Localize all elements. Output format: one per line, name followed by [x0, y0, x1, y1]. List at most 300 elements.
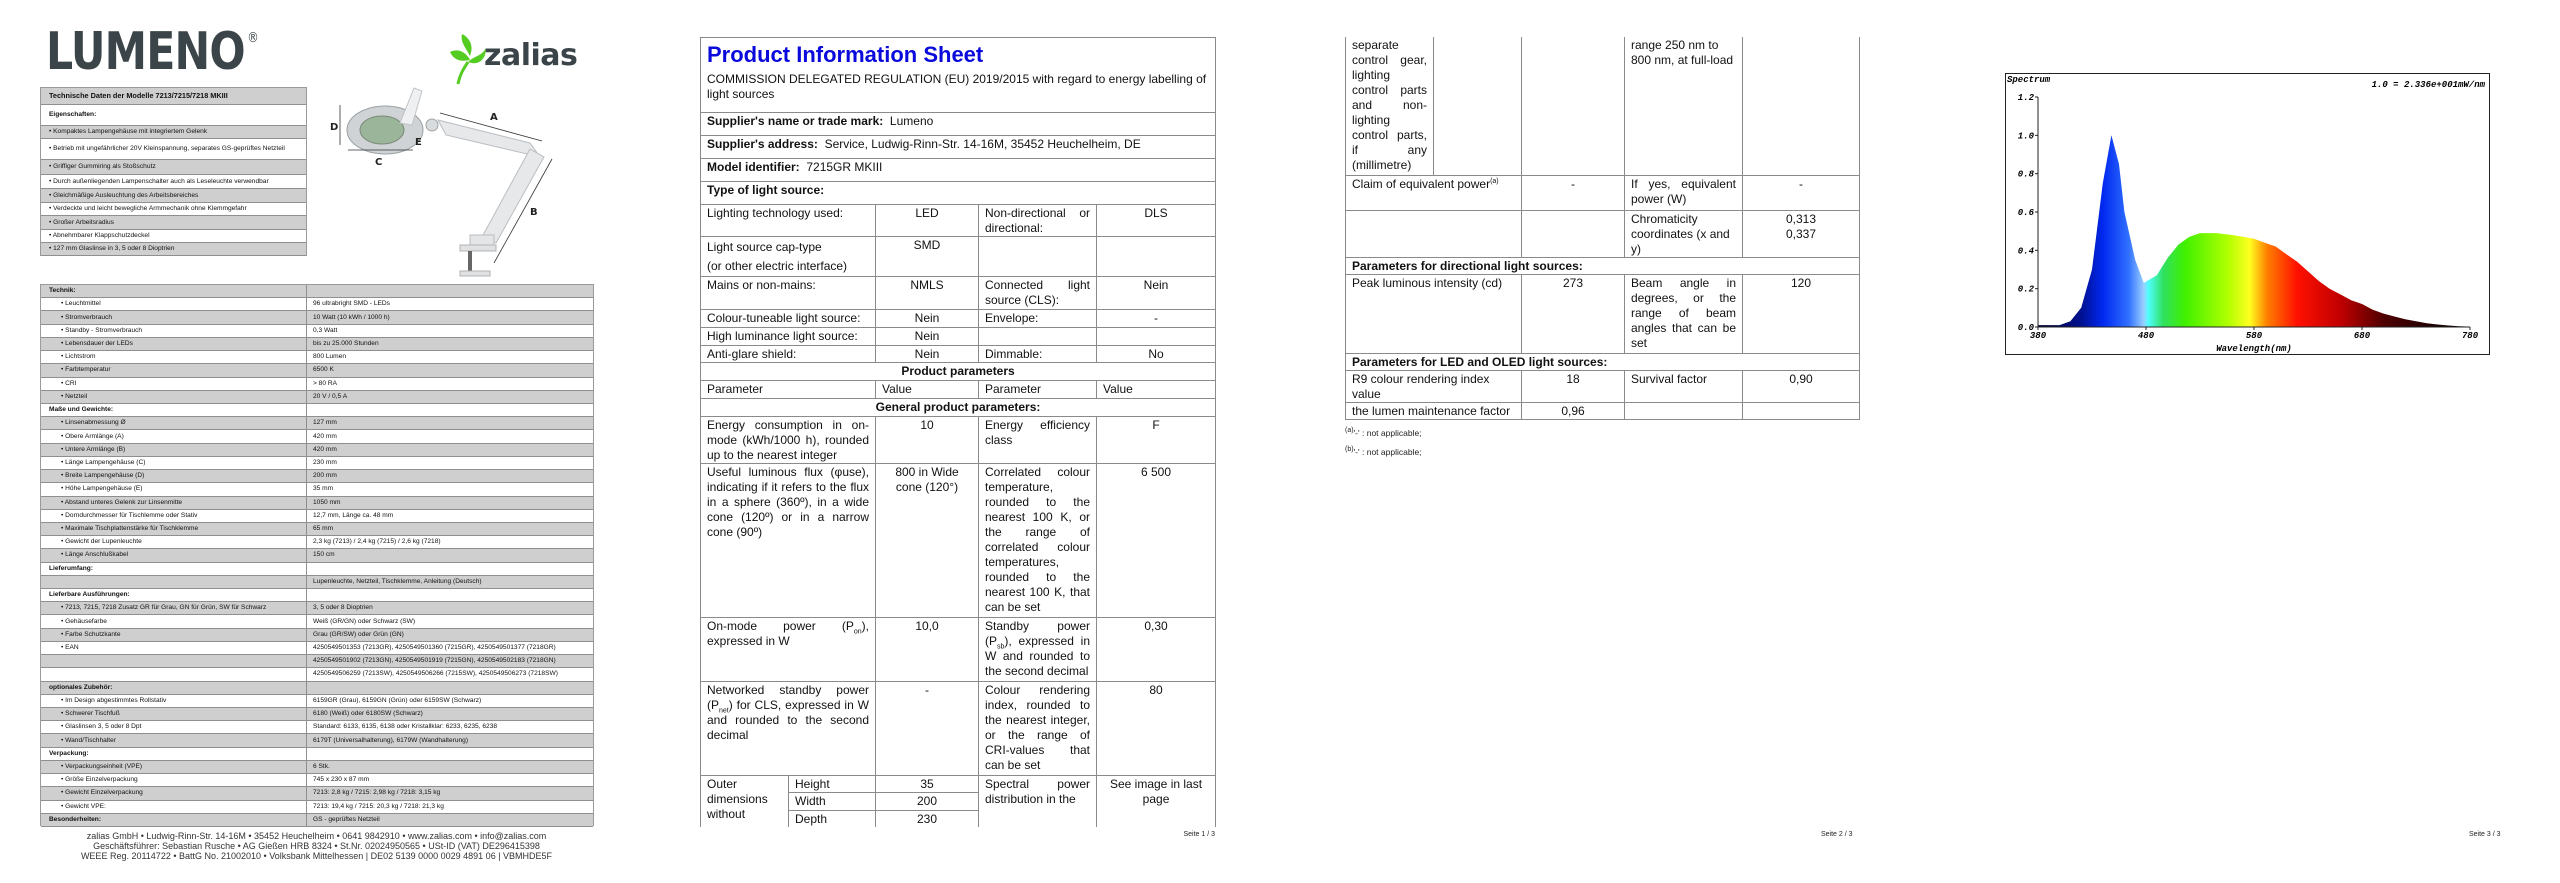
spec-row [41, 430, 593, 443]
spec-label: • 7213, 7215, 7218 Zusatz GR für Grau, GN für Grün, SW für Schwarz [41, 602, 307, 614]
spec-value: 3, 5 oder 8 Dioptrien [313, 604, 373, 612]
x-axis-label: Wavelength(nm) [2216, 344, 2292, 354]
tuneable-row [701, 310, 1216, 328]
footer-line: zalias GmbH • Ludwig-Rinn-Str. 14-16M • 35452 Heuchelheim • 0641 9842910 • www.zalias.com • info@zalias.com [86, 831, 547, 841]
label-subscript: net [719, 707, 729, 715]
spec-value: 127 mm [313, 419, 337, 427]
features-header-row [41, 105, 306, 126]
spec-label: • Größe Einzelverpackung [41, 774, 307, 786]
spec-row [41, 734, 593, 747]
beam-angle-value: 120 [1743, 274, 1860, 353]
energy-row [701, 417, 1216, 464]
cap-type-value: SMD [876, 237, 979, 277]
feature-text: • Durch außenliegenden Lampenschalter auch als Leseleuchte verwendbar [49, 177, 269, 185]
title-row [701, 38, 1216, 113]
lumen-maintenance-label: the lumen maintenance factor [1346, 402, 1522, 419]
zalias-logo [448, 30, 588, 86]
product-params-header: Product parameters [701, 363, 1216, 381]
tuneable-label: Colour-tuneable light source: [701, 310, 876, 328]
spec-value: 96 ultrabright SMD - LEDs [313, 300, 390, 308]
spd-value: See image in last page [1097, 776, 1216, 828]
y-tick-label: 0.2 [2017, 284, 2034, 295]
spec-row [41, 497, 593, 510]
spec-row [41, 483, 593, 496]
spec-label: optionales Zubehör: [41, 682, 307, 694]
spec-row [41, 668, 593, 681]
spec-label: • Im Design abgestimmtes Rollstativ [41, 695, 307, 707]
footnote-text: '-' : not applicable; [1353, 427, 1422, 438]
lumeno-logo [46, 22, 258, 82]
spec-label: Lieferumfang: [41, 563, 307, 575]
dimmable-label: Dimmable: [979, 346, 1097, 363]
spec-row [41, 602, 593, 615]
spec-label: • Abstand unteres Gelenk zur Linsenmitte [41, 497, 307, 509]
flux-row [701, 464, 1216, 618]
directional-label: Non-directional or directional: [979, 205, 1097, 237]
spec-value: 7213: 2,8 kg / 7215: 2,98 kg / 7218: 3,15 kg [313, 789, 441, 797]
general-params-header: General product parameters: [701, 399, 1216, 417]
mains-label: Mains or non-mains: [701, 277, 876, 310]
label-part: Networked standby power (P [707, 683, 869, 712]
feature-row [41, 216, 306, 230]
feature-row [41, 230, 306, 243]
supplier-address-label: Supplier's address: [707, 137, 818, 151]
depth-label: Depth [789, 811, 876, 828]
spec-row [41, 589, 593, 602]
led-header: Parameters for LED and OLED light sources: [1346, 353, 1860, 370]
spd-continued: range 250 nm to 800 nm, at full-load [1625, 37, 1743, 175]
page-number: Seite 2 / 3 [1821, 831, 1853, 838]
spec-label: • Breite Lampengehäuse (D) [41, 470, 307, 482]
spec-value: 4250549506259 (7213SW), 4250549506266 (7215SW), 4250549506273 (7218SW) [313, 670, 558, 678]
features-title: Technische Daten der Modelle 7213/7215/7218 MKIII [49, 91, 228, 100]
spec-label: • Gewicht VPE: [41, 801, 307, 813]
feature-text: • 127 mm Glaslinse in 3, 5 oder 8 Dioptrien [49, 245, 175, 252]
spec-value: 6159GR (Grau), 6159GN (Grün) oder 6159SW (Schwarz) [313, 696, 482, 704]
spec-label: • Farbe Schutzkante [41, 629, 307, 641]
cap-type-row [701, 237, 1216, 277]
dimension-label-e: E [415, 137, 422, 148]
cls-label: Connected light source (CLS): [979, 277, 1097, 310]
spec-value: 420 mm [313, 445, 337, 453]
cri-label: Colour rendering index, rounded to the nearest integer, or the range of CRI-values that can be set [979, 682, 1097, 776]
height-label: Height [789, 776, 876, 793]
beam-angle-label: Beam angle in degrees, or the range of beam angles that can be set [1625, 274, 1743, 353]
spec-value: 12,7 mm, Länge ca. 48 mm [313, 511, 394, 519]
directional-header: Parameters for directional light sources: [1346, 257, 1860, 274]
spec-row [41, 801, 593, 814]
networked-power-label [701, 682, 876, 776]
spec-label: • Maximale Tischplattenstärke für Tischklemme [41, 523, 307, 535]
label-subscript: on [853, 628, 862, 636]
cri-value: 80 [1097, 682, 1216, 776]
spec-row [41, 814, 593, 827]
features-header: Eigenschaften: [49, 111, 97, 118]
spec-row [41, 642, 593, 655]
spec-label: Lieferbare Ausführungen: [41, 589, 307, 601]
y-tick-label: 1.2 [2017, 93, 2034, 103]
cls-value: Nein [1097, 277, 1216, 310]
spec-value: > 80 RA [313, 379, 338, 387]
spec-row [41, 510, 593, 523]
spec-value: 35 mm [313, 485, 334, 493]
envelope-label: Envelope: [979, 310, 1097, 328]
chromaticity-label: Chromaticity coordinates (x and y) [1625, 210, 1743, 257]
mains-row [701, 277, 1216, 310]
spec-value: 2,3 kg (7213) / 2,4 kg (7215) / 2,6 kg (7218) [313, 538, 441, 546]
flux-value: 800 in Wide cone (120°) [876, 464, 979, 618]
spec-label: • Lebensdauer der LEDs [41, 338, 307, 350]
chromaticity-y: 0,337 [1785, 226, 1817, 241]
width-value: 200 [876, 793, 979, 811]
antiglare-value: Nein [876, 346, 979, 363]
spec-value: 1050 mm [313, 498, 341, 506]
spec-row [41, 311, 593, 324]
cap-type-label: Light source cap-type [707, 240, 822, 254]
feature-text: • Abnehmbarer Klappschutzdeckel [49, 232, 150, 239]
dimension-label-b: B [530, 207, 538, 218]
cap-type-sublabel: (or other electric interface) [707, 259, 848, 273]
supplier-address: Service, Ludwig-Rinn-Str. 14-16M, 35452 Heuchelheim, DE [824, 137, 1141, 151]
envelope-value: - [1097, 310, 1216, 328]
spectrum-area [2038, 135, 2470, 327]
label-part: ), expressed in W and rounded to the second decimal [985, 634, 1090, 678]
sheet-title: Product Information Sheet [707, 42, 984, 67]
feature-row [41, 160, 306, 175]
label-part: Standby power (P [985, 619, 1090, 648]
spec-value: 65 mm [313, 525, 334, 533]
y-tick-label: 0.6 [2017, 208, 2034, 218]
features-title-row [41, 88, 306, 105]
networked-power-value: - [876, 682, 979, 776]
spec-label: • Linsenabmessung Ø [41, 417, 307, 429]
dimension-label-c: C [375, 157, 383, 168]
company-footer [40, 831, 593, 861]
dimension-label-d: D [330, 122, 339, 133]
standby-power-value: 0,30 [1097, 618, 1216, 682]
spec-value: bis zu 25.000 Stunden [313, 339, 379, 347]
spec-value: 6180 (Weiß) oder 6180SW (Schwarz) [313, 710, 423, 718]
y-tick-label: 0.4 [2017, 246, 2034, 257]
spec-value: 20 V / 0,5 A [313, 392, 348, 400]
height-value: 35 [876, 776, 979, 793]
chromaticity-x: 0,313 [1785, 211, 1817, 226]
spec-label [41, 668, 307, 680]
model-row [701, 159, 1216, 182]
width-label: Width [789, 793, 876, 811]
spec-label: • Netzteil [41, 391, 307, 403]
column-header-row [701, 381, 1216, 399]
type-header: Type of light source: [701, 182, 1216, 205]
survival-factor-value: 0,90 [1743, 370, 1860, 402]
y-tick-label: 0.0 [2017, 323, 2034, 333]
spec-label: • Schwerer Tischfuß [41, 708, 307, 720]
feature-text: • Kompaktes Lampengehäuse mit integriertem Gelenk [49, 128, 208, 135]
spec-row [41, 444, 593, 457]
feature-text: • Betrieb mit ungefährlicher 20V Kleinspannung, separates GS-geprüftes Netzteil [49, 145, 285, 152]
feature-row [41, 139, 306, 160]
tech-specs-table [40, 284, 594, 826]
spec-row [41, 549, 593, 562]
type-header-row [701, 182, 1216, 205]
energy-label: Energy consumption in on-mode (kWh/1000 h), rounded up to the nearest integer [701, 417, 876, 464]
tuneable-value: Nein [876, 310, 979, 328]
spec-value: 6 Stk. [313, 763, 330, 770]
feature-text: • Verdeckte und leicht bewegliche Armmechanik ohne Klemmgefahr [49, 205, 247, 212]
spec-row [41, 285, 593, 298]
product-information-table-continued [1345, 37, 1860, 420]
spec-value: Lupenleuchte, Netzteil, Tischklemme, Anleitung (Deutsch) [313, 577, 482, 585]
directional-header-row [1346, 257, 1860, 274]
spec-row [41, 378, 593, 391]
spec-row [41, 748, 593, 761]
zalias-logo-text: zalias [484, 38, 578, 73]
spec-value: 4250549501902 (7213GN), 4250549501919 (7215GN), 4250549502183 (7218GN) [313, 657, 556, 665]
feature-row [41, 189, 306, 203]
spec-label: Maße und Gewichte: [41, 404, 307, 416]
chart-annotation: 1.0 = 2.336e+001mW/nm [2371, 80, 2485, 90]
high-luminance-label: High luminance light source: [701, 328, 876, 346]
spec-label [41, 655, 307, 667]
lumen-maintenance-row [1346, 402, 1860, 419]
peak-intensity-label: Peak luminous intensity (cd) [1346, 274, 1522, 353]
spec-label: • Länge Anschlußkabel [41, 549, 307, 561]
spec-label: Technik: [41, 285, 307, 297]
spec-row [41, 457, 593, 470]
spec-value: 200 mm [313, 472, 337, 480]
footnote-mark: (a) [1345, 426, 1354, 434]
zalias-leaf-icon [448, 30, 488, 86]
survival-factor-label: Survival factor [1625, 370, 1743, 402]
spec-row [41, 655, 593, 668]
antiglare-row [701, 346, 1216, 363]
spec-label: • Gewicht Einzelverpackung [41, 787, 307, 799]
regulation-text: COMMISSION DELEGATED REGULATION (EU) 2019/2015 with regard to energy labelling of light sources [707, 72, 1207, 101]
on-mode-power-label [701, 618, 876, 682]
spec-label: • Gewicht der Lupenleuchte [41, 536, 307, 548]
outer-dimensions-continued: separate control gear, lighting control parts and non-lighting control parts, if any (millimetre) [1346, 37, 1434, 175]
spec-value: Grau (GR/SW) oder Grün (GN) [313, 630, 404, 638]
page-3-container [1345, 37, 1859, 461]
footnote-a [1345, 422, 1859, 442]
label-part: Claim of equivalent power [1352, 176, 1491, 191]
spec-label: • Obere Armlänge (A) [41, 430, 307, 442]
peak-intensity-row [1346, 274, 1860, 353]
spec-label: • Leuchtmittel [41, 298, 307, 310]
spec-value: 800 Lumen [313, 353, 346, 361]
footer-line: WEEE Reg. 20114722 • BattG No. 21002010 • Volksbank Mittelhessen | DE02 5139 0000 0029 4891 06 | VBMHDE5F [80, 851, 553, 861]
spec-row [41, 536, 593, 549]
outer-dimensions-continued-row [1346, 37, 1860, 175]
lamp-dimension-diagram [330, 85, 570, 280]
spec-row [41, 338, 593, 351]
column-header-parameter: Parameter [701, 381, 876, 399]
product-information-table [700, 37, 1216, 827]
footnote-text: '-' : not applicable; [1353, 447, 1422, 458]
mains-value: NMLS [876, 277, 979, 310]
footnote-ref: (a) [1490, 177, 1499, 185]
x-tick-label: 680 [2353, 331, 2371, 341]
dimmable-value: No [1097, 346, 1216, 363]
energy-class-label: Energy efficiency class [979, 417, 1097, 464]
cct-label: Correlated colour temperature, rounded to the nearest 100 K, or the range of correlated colour temperatures, rounded to the nearest 100 K, that can be set [979, 464, 1097, 618]
spec-label: • Lichtstrom [41, 351, 307, 363]
features-table [40, 87, 307, 256]
equivalent-power-value: - [1522, 175, 1625, 210]
spec-row [41, 417, 593, 430]
spec-label [41, 576, 307, 588]
depth-value: 230 [876, 811, 979, 828]
feature-row [41, 243, 306, 256]
spec-label: • Verpackungseinheit (VPE) [41, 761, 307, 773]
spec-label: • EAN [41, 642, 307, 654]
feature-text: • Gleichmäßige Ausleuchtung des Arbeitsbereiches [49, 191, 199, 199]
lighting-tech-row [701, 205, 1216, 237]
equivalent-watt-label: If yes, equivalent power (W) [1625, 175, 1743, 210]
y-tick-label: 1.0 [2017, 131, 2034, 142]
spd-label: Spectral power distribution in the [979, 776, 1097, 828]
spec-label: • Farbtemperatur [41, 364, 307, 376]
label-part: On-mode power (P [707, 619, 854, 633]
spec-value: 6500 K [313, 366, 334, 374]
spec-value: 745 x 230 x 87 mm [313, 776, 370, 784]
spec-label: • Länge Lampengehäuse (C) [41, 457, 307, 469]
x-tick-label: 580 [2245, 331, 2263, 341]
label-part: ), expressed in W [707, 619, 869, 648]
spec-label: • Glaslinsen 3, 5 oder 8 Dpt [41, 721, 307, 733]
spec-value: 420 mm [313, 432, 337, 440]
spec-value: 230 mm [313, 458, 337, 466]
antiglare-label: Anti-glare shield: [701, 346, 876, 363]
spec-row [41, 629, 593, 642]
feature-text: • Großer Arbeitsradius [49, 218, 114, 226]
spec-label: • CRI [41, 378, 307, 390]
spec-value: GS - geprüftes Netzteil [313, 815, 380, 823]
spec-row [41, 708, 593, 721]
outer-dimensions-label: Outer dimensions without [701, 776, 789, 828]
energy-value: 10 [876, 417, 979, 464]
spec-value: Weiß (GR/GN) oder Schwarz (SW) [313, 617, 416, 625]
spec-label: • Untere Armlänge (B) [41, 444, 307, 456]
feature-row [41, 175, 306, 189]
spec-row [41, 523, 593, 536]
spec-row [41, 563, 593, 576]
spec-label: • Standby - Stromverbrauch [41, 325, 307, 337]
general-header-row [701, 399, 1216, 417]
spec-row [41, 576, 593, 589]
spec-label: Besonderheiten: [41, 814, 307, 826]
height-row [701, 776, 1216, 793]
registered-mark: ® [247, 30, 258, 46]
spec-value: 150 cm [313, 551, 335, 559]
supplier-name: Lumeno [889, 114, 934, 128]
power-row [701, 618, 1216, 682]
label-part: ) for CLS, expressed in W and rounded to the second decimal [707, 698, 869, 742]
spec-row [41, 470, 593, 483]
spec-row [41, 351, 593, 364]
x-tick-label: 780 [2461, 331, 2479, 341]
on-mode-power-value: 10,0 [876, 618, 979, 682]
lamp-illustration [347, 88, 544, 276]
directional-value: DLS [1097, 205, 1216, 237]
spec-label: • Stromverbrauch [41, 311, 307, 323]
page-2-container [700, 37, 1215, 839]
peak-intensity-value: 273 [1522, 274, 1625, 353]
model-identifier: 7215GR MKIII [806, 160, 883, 174]
spectrum-chart [2005, 73, 2490, 355]
spec-row [41, 774, 593, 787]
spec-value: 4250549501353 (7213GR), 4250549501360 (7215GR), 4250549501377 (7218GR) [313, 644, 556, 652]
high-luminance-value: Nein [876, 328, 979, 346]
column-header-parameter: Parameter [979, 381, 1097, 399]
spec-row [41, 787, 593, 800]
lumen-maintenance-value: 0,96 [1522, 402, 1625, 419]
equivalent-power-label [1346, 175, 1522, 210]
feature-row [41, 126, 306, 139]
x-tick-label: 380 [2029, 331, 2047, 341]
high-luminance-row [701, 328, 1216, 346]
spec-label: • Wand/Tischhalter [41, 734, 307, 746]
spec-row [41, 364, 593, 377]
supplier-name-label: Supplier's name or trade mark: [707, 114, 884, 128]
lighting-tech-label: Lighting technology used: [701, 205, 876, 237]
x-tick-label: 480 [2137, 331, 2155, 341]
spec-value: 7213: 19,4 kg / 7215: 20,3 kg / 7218: 21,3 kg [313, 802, 444, 810]
page-number: Seite 3 / 3 [2469, 831, 2501, 838]
spec-value: Standard: 6133, 6135, 6138 oder Kristallklar: 6233, 6235, 6238 [313, 723, 498, 731]
y-tick-label: 0.8 [2017, 169, 2034, 180]
footnote-b [1345, 441, 1859, 461]
feature-row [41, 203, 306, 216]
product-params-header-row [701, 363, 1216, 381]
feature-text: • Griffiger Gummiring als Stoßschutz [49, 163, 156, 170]
page-number: Seite 1 / 3 [1183, 831, 1215, 838]
led-header-row [1346, 353, 1860, 370]
supplier-name-row [701, 113, 1216, 136]
footnote-mark: (b) [1345, 446, 1354, 454]
spec-row [41, 695, 593, 708]
spec-row [41, 682, 593, 695]
spec-row [41, 761, 593, 774]
footer-line: Geschäftsführer: Sebastian Rusche • AG Gießen HRB 8324 • St.Nr. 02024950565 • USt-ID (VAT) DE296415398 [93, 841, 540, 851]
spec-row [41, 391, 593, 404]
lumeno-logo-text: LUMENO [46, 22, 245, 82]
cct-value: 6 500 [1097, 464, 1216, 618]
equivalent-power-row [1346, 175, 1860, 210]
r9-value: 18 [1522, 370, 1625, 402]
chromaticity-row [1346, 210, 1860, 257]
spec-label: • Gehäusefarbe [41, 615, 307, 627]
r9-label: R9 colour rendering index value [1346, 370, 1522, 402]
spec-label: • Dorndurchmesser für Tischlemme oder Stativ [41, 510, 307, 522]
flux-label: Useful luminous flux (φuse), indicating if it refers to the flux in a sphere (360º), in a wide cone (120º) or in a narrow cone (90º) [701, 464, 876, 618]
equivalent-watt-value: - [1743, 175, 1860, 210]
chart-title: Spectrum [2007, 75, 2051, 85]
spec-row [41, 721, 593, 734]
standby-power-label [979, 618, 1097, 682]
lighting-tech-value: LED [876, 205, 979, 237]
supplier-address-row [701, 136, 1216, 159]
spec-row [41, 615, 593, 628]
spec-label: • Höhe Lampengehäuse (E) [41, 483, 307, 495]
column-header-value: Value [876, 381, 979, 399]
spec-row [41, 298, 593, 311]
r9-row [1346, 370, 1860, 402]
model-label: Model identifier: [707, 160, 800, 174]
spec-value: 6179T (Universalhalterung), 6179W (Wandhalterung) [313, 736, 469, 744]
spec-value: 10 Watt (10 kWh / 1000 h) [313, 313, 390, 321]
networked-row [701, 682, 1216, 776]
